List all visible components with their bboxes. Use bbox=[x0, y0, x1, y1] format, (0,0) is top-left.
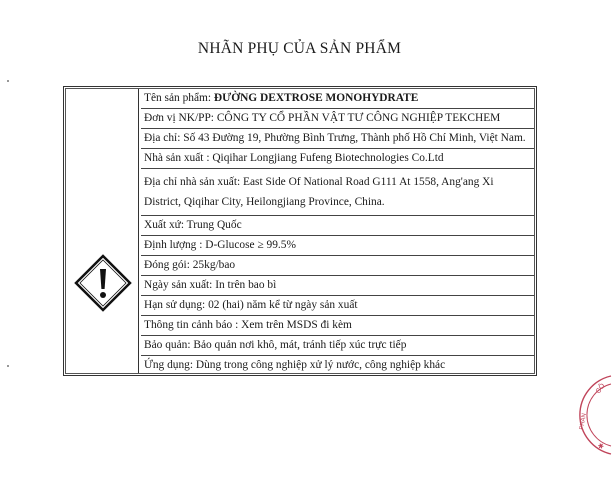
field-label: Thông tin cảnh báo : bbox=[144, 319, 242, 331]
field-value: Dùng trong công nghiệp xử lý nước, công nghiệp khác bbox=[195, 359, 446, 371]
field-value: D-Glucose ≥ 99.5% bbox=[205, 239, 296, 251]
svg-text:CÔ: CÔ bbox=[594, 382, 607, 396]
field-row bbox=[141, 89, 534, 109]
field-value: Trung Quốc bbox=[186, 219, 242, 231]
field-label: Địa chỉ: bbox=[144, 132, 184, 144]
page-title: NHÃN PHỤ CỦA SẢN PHẨM bbox=[197, 40, 402, 57]
field-row bbox=[141, 129, 534, 149]
field-row bbox=[141, 169, 534, 216]
svg-text:PHAN: PHAN bbox=[579, 412, 588, 431]
field-label: Nhà sản xuất : bbox=[144, 152, 213, 164]
field-label: Ngày sản xuất: bbox=[144, 279, 216, 291]
field-value: Qiqihar Longjiang Fufeng Biotechnologies Co.Ltd bbox=[212, 152, 444, 164]
scan-artifact bbox=[7, 80, 9, 82]
label-frame bbox=[63, 86, 537, 376]
field-value: East Side Of National Road G111 At 1558, Ang'ang Xi District, Qiqihar City, Heilongjiang Province, China. bbox=[144, 176, 494, 208]
field-value: CÔNG TY CỔ PHẦN VẬT TƯ CÔNG NGHIỆP TEKCHEM bbox=[216, 112, 501, 124]
field-value: 25kg/bao bbox=[192, 259, 236, 271]
field-row bbox=[141, 149, 534, 169]
field-row bbox=[141, 256, 534, 276]
field-label: Địa chỉ nhà sản xuất: bbox=[144, 176, 244, 188]
field-row bbox=[141, 236, 534, 256]
field-label: Đóng gói: bbox=[144, 259, 193, 271]
field-row bbox=[141, 356, 534, 375]
field-value: Xem trên MSDS đi kèm bbox=[241, 319, 352, 331]
field-label: Xuất xứ: bbox=[144, 219, 187, 231]
product-info-fields bbox=[141, 89, 534, 375]
field-row bbox=[141, 216, 534, 236]
exclamation-hazard-icon bbox=[75, 255, 131, 311]
field-label: Định lượng : bbox=[144, 239, 206, 251]
field-row bbox=[141, 296, 534, 316]
field-label: Ứng dụng: bbox=[144, 359, 196, 371]
field-value: In trên bao bì bbox=[215, 279, 277, 291]
field-row bbox=[141, 109, 534, 129]
field-value: Số 43 Đường 19, Phường Bình Trưng, Thành phố Hồ Chí Minh, Việt Nam. bbox=[183, 132, 526, 144]
field-label: Bảo quản: bbox=[144, 339, 194, 351]
field-row bbox=[141, 316, 534, 336]
field-value: ĐƯỜNG DEXTROSE MONOHYDRATE bbox=[213, 92, 419, 104]
scan-artifact bbox=[7, 365, 9, 367]
field-label: Tên sản phẩm: bbox=[144, 92, 214, 104]
label-inner-frame bbox=[65, 88, 535, 374]
svg-text:✱: ✱ bbox=[595, 442, 605, 452]
field-label: Hạn sử dụng: bbox=[144, 299, 209, 311]
field-value: 02 (hai) năm kể từ ngày sản xuất bbox=[208, 299, 358, 311]
field-value: Bảo quản nơi khô, mát, tránh tiếp xúc trực tiếp bbox=[193, 339, 407, 351]
hazard-icon-column bbox=[66, 89, 139, 373]
field-label: Đơn vị NK/PP: bbox=[144, 112, 217, 124]
field-row bbox=[141, 276, 534, 296]
company-seal-stamp bbox=[569, 372, 613, 458]
field-row bbox=[141, 336, 534, 356]
